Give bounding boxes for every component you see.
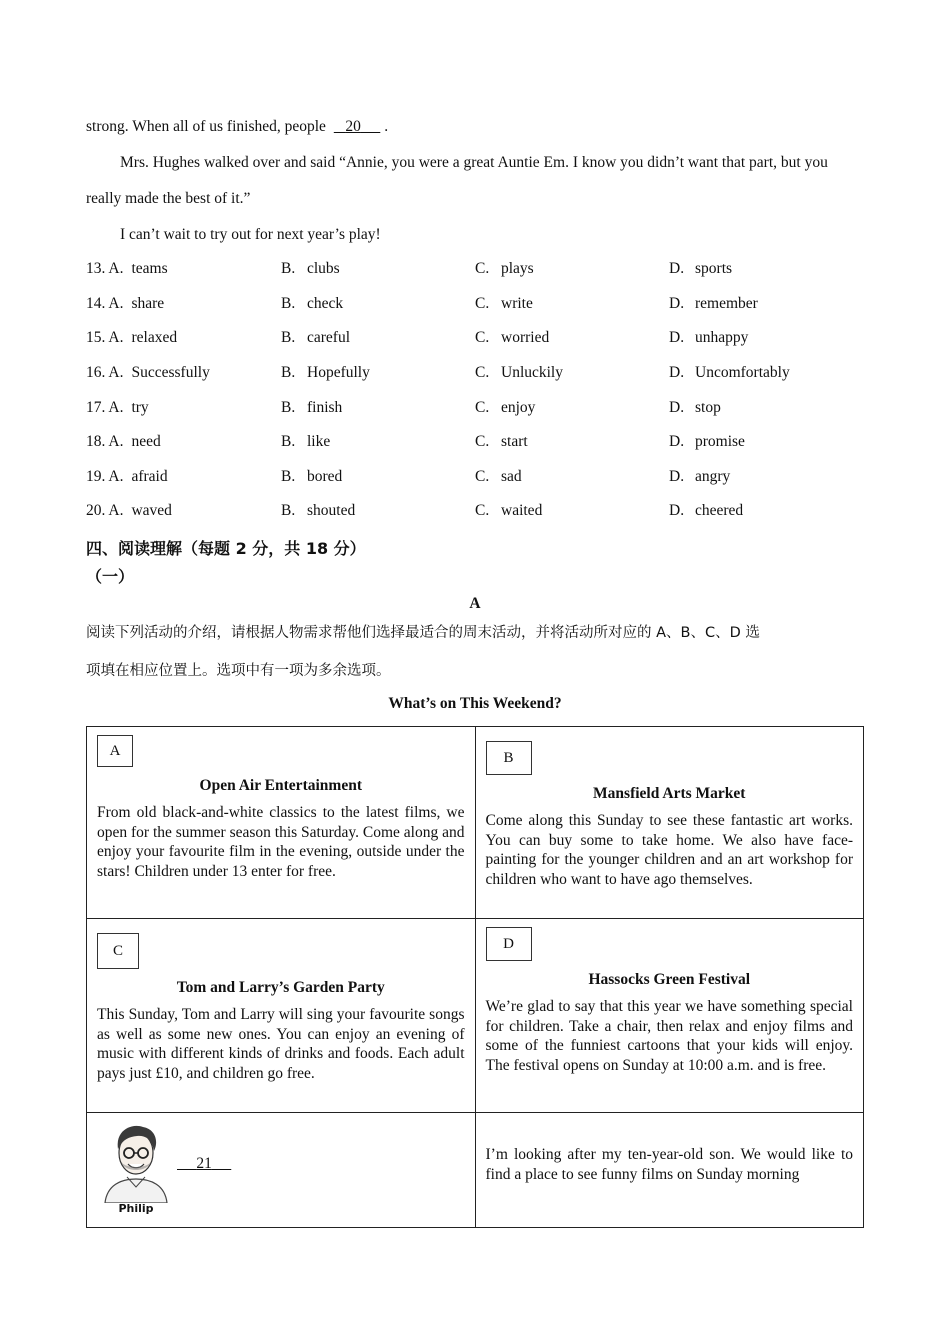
letter-box-d: D [486,927,532,961]
passage-line-1: strong. When all of us finished, people 20 . [86,118,389,135]
option-d: D. sports [669,260,733,277]
option-d: D. promise [669,433,745,450]
option-c: C. sad [475,468,522,485]
option-d: D. remember [669,295,758,312]
option-a: 19. A. afraid [86,468,168,485]
card-title: Mansfield Arts Market [593,785,746,802]
card-title: Open Air Entertainment [199,777,362,794]
option-d: D. Uncomfortably [669,364,790,381]
option-c: C. enjoy [475,399,536,416]
option-d: D. unhappy [669,329,749,346]
answer-blank-21[interactable]: 21 [196,1155,212,1172]
option-b: B. like [281,433,331,450]
card-body: We’re glad to say that this year we have something special for children. Take a chair, then relax and enjoy films and some of the funniest cartoons that your kids will enjoy. The festival opens on Sunday at 10:00 a.m. and is free. [485,998,853,1074]
option-c: C. plays [475,260,534,277]
option-row-16 [86,364,866,386]
passage-line-4: I can’t wait to try out for next year’s play! [120,226,381,243]
card-title: Tom and Larry’s Garden Party [176,979,385,996]
option-c: C. start [475,433,528,450]
subsection-label: （一） [86,567,135,586]
instruction-line-1: 阅读下列活动的介绍，请根据人物需求帮他们选择最适合的周末活动，并将活动所对应的 A、B、C、D 选 [86,625,760,641]
option-row-19 [86,468,866,490]
option-b: B. clubs [281,260,340,277]
option-a: 13. A. teams [86,260,168,277]
card-body: Come along this Sunday to see these fantastic art works. You can buy some to take home. We also have face-painting for the younger children and an art workshop for children who want to have ago themselves. [485,812,853,888]
option-row-15 [86,329,866,351]
option-a: 18. A. need [86,433,161,450]
option-c: C. write [475,295,533,312]
letter-box-b: B [486,741,532,775]
option-row-13 [86,260,866,282]
option-c: C. Unluckily [475,364,563,381]
option-row-18 [86,433,866,455]
letter-box-c: C [97,933,139,969]
option-d: D. cheered [669,502,744,519]
option-a: 17. A. try [86,399,149,416]
option-a: 14. A. share [86,295,165,312]
passage-text: strong. When all of us finished, people [86,118,330,135]
card-title: Hassocks Green Festival [588,971,751,988]
option-d: D. angry [669,468,731,485]
activity-table [86,726,864,1228]
option-c: C. waited [475,502,543,519]
option-b: B. shouted [281,502,356,519]
card-a [87,727,476,919]
person-need-cell [475,1113,864,1228]
card-c [87,919,476,1113]
part-label: A [469,595,481,612]
option-a: 16. A. Successfully [86,364,210,381]
card-d [475,919,864,1113]
instruction-line-2: 项填在相应位置上。选项中有一项为多余选项。 [86,663,391,679]
option-row-14 [86,295,866,317]
passage-line-3: really made the best of it.” [86,190,251,207]
person-need-text: I’m looking after my ten-year-old son. We would like to find a place to see funny films on Sunday morning [485,1146,853,1183]
table-title: What’s on This Weekend? [388,695,562,712]
option-b: B. Hopefully [281,364,370,381]
person-portrait-icon [97,1119,175,1203]
card-body: This Sunday, Tom and Larry will sing your favourite songs as well as some new ones. You can enjoy an evening of music with different kinds of drinks and foods. Each adult pays just £10, and children go free. [97,1006,465,1082]
option-a: 20. A. waved [86,502,172,519]
person-cell [87,1113,476,1228]
option-row-20 [86,502,866,524]
passage-line-2: Mrs. Hughes walked over and said “Annie, you were a great Auntie Em. I know you didn’t want that part, but you [120,154,828,171]
option-b: B. careful [281,329,351,346]
option-d: D. stop [669,399,721,416]
person-name: Philip [118,1202,154,1215]
option-a: 15. A. relaxed [86,329,178,346]
letter-box-a: A [97,735,133,767]
card-b [475,727,864,919]
option-c: C. worried [475,329,550,346]
avatar [97,1119,175,1215]
option-b: B. bored [281,468,343,485]
option-b: B. finish [281,399,343,416]
section-heading: 四、阅读理解（每题 2 分，共 18 分） [86,539,366,558]
option-b: B. check [281,295,344,312]
option-row-17 [86,399,866,421]
answer-blank-20: 20 [345,118,361,135]
card-body: From old black-and-white classics to the latest films, we open for the summer season this Saturday. Come along and enjoy your favourite film in the evening, outside under the stars! Children under 13 enter for free. [97,804,465,880]
